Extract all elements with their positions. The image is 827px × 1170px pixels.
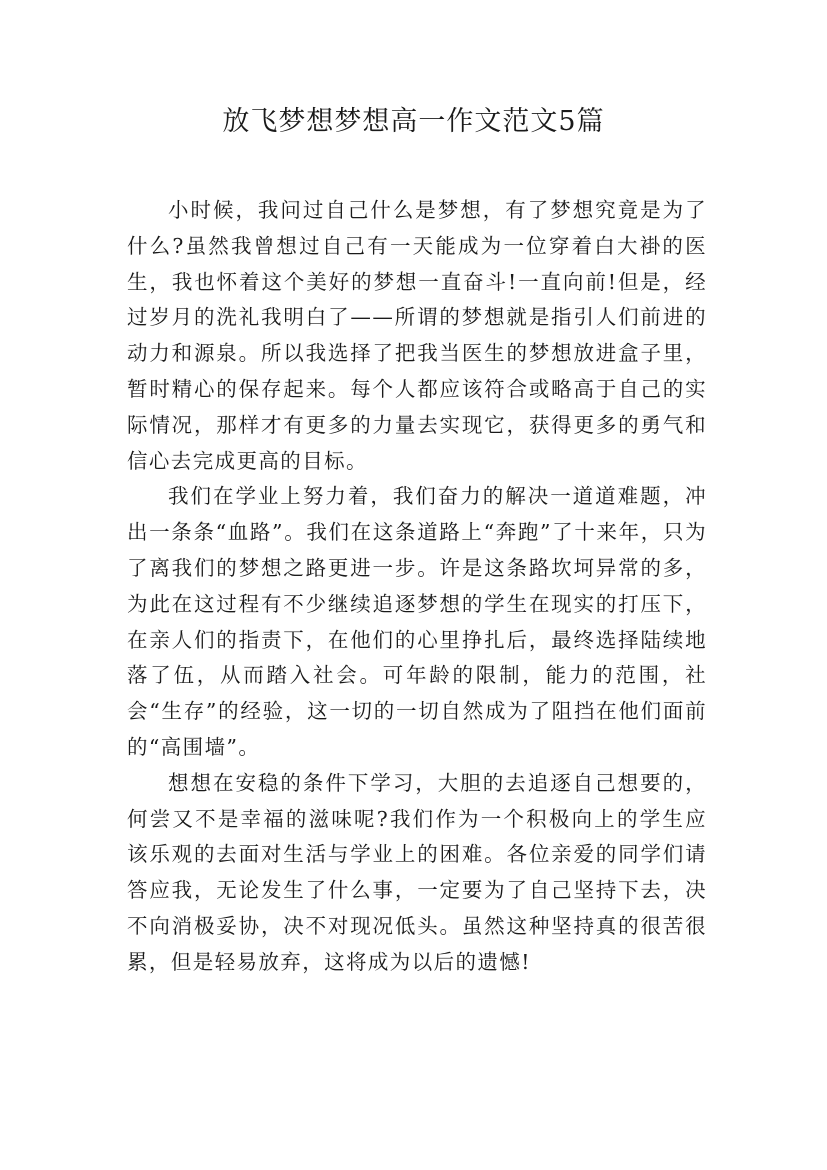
- document-body: [127, 193, 707, 981]
- paragraph-1: 小时候，我问过自己什么是梦想，有了梦想究竟是为了什么?虽然我曾想过自己有一天能成为一位穿着白大褂的医生，我也怀着这个美好的梦想一直奋斗!一直向前!但是，经过岁月的洗礼我明白了——所谓的梦想就是指引人们前进的动力和源泉。所以我选择了把我当医生的梦想放进盒子里，暂时精心的保存起来。每个人都应该符合或略高于自己的实际情况，那样才有更多的力量去实现它，获得更多的勇气和信心去完成更高的目标。: [127, 198, 707, 473]
- paragraph-3: 想想在安稳的条件下学习，大胆的去追逐自己想要的，何尝又不是幸福的滋味呢?我们作为一个积极向上的学生应该乐观的去面对生活与学业上的困难。各位亲爱的同学们请答应我，无论发生了什么事，一定要为了自己坚持下去，决不向消极妥协，决不对现况低头。虽然这种坚持真的很苦很累，但是轻易放弃，这将成为以后的遗憾!: [127, 770, 707, 974]
- paragraph-2: 我们在学业上努力着，我们奋力的解决一道道难题，冲出一条条“血路”。我们在这条道路上“奔跑”了十来年，只为了离我们的梦想之路更进一步。许是这条路坎坷异常的多，为此在这过程有不少继续追逐梦想的学生在现实的打压下，在亲人们的指责下，在他们的心里挣扎后，最终选择陆续地落了伍，从而踏入社会。可年龄的限制，能力的范围，社会“生存”的经验，这一切的一切自然成为了阻挡在他们面前的“高围墙”。: [127, 484, 707, 759]
- document-title: 放飞梦想梦想高一作文范文5篇: [222, 106, 605, 137]
